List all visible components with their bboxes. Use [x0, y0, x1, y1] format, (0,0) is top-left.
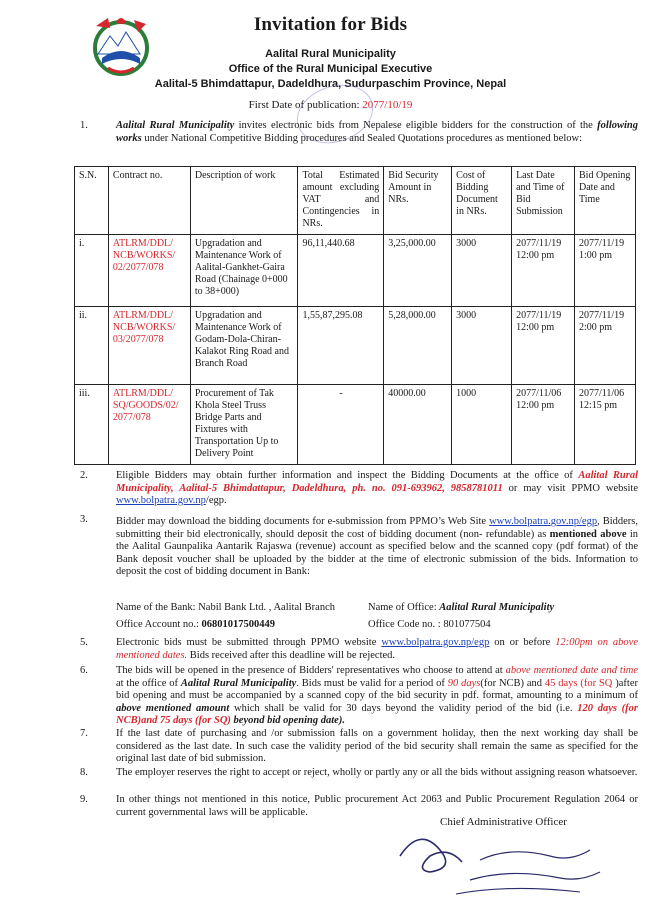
para-6-text-3: . Bids must be valid for a period of: [296, 677, 448, 689]
cell-opening: 2077/11/19 2:00 pm: [575, 307, 636, 385]
para-9: In other things not mentioned in this notice, Public procurement Act 2063 and Public Procurement Regulation 2064 or current governmental laws will be applicable.: [116, 794, 638, 818]
para-6-municipality: Aalital Rural Municipality: [180, 677, 297, 689]
ppmo-egp-link-2[interactable]: www.bolpatra.gov.np/egp: [381, 637, 490, 648]
para-8: The employer reserves the right to accept or reject, wholly or partly any or all the bids without assigning reason whatsoever.: [116, 767, 638, 778]
signature-icon: [360, 806, 630, 901]
cell-security: 40000.00: [384, 385, 452, 465]
para-2-number: 2.: [80, 470, 88, 481]
ppmo-link[interactable]: www.bolpatra.gov.np: [116, 495, 206, 506]
cell-last-date: 2077/11/19 12:00 pm: [512, 235, 575, 307]
signatory-title: Chief Administrative Officer: [440, 816, 567, 828]
para-5-text: Electronic bids must be submitted through PPMO website: [116, 637, 382, 648]
cell-security: 3,25,000.00: [384, 235, 452, 307]
para-5-number: 5.: [80, 637, 88, 648]
para-3: [116, 516, 638, 579]
para-6-text-5: )after bid opening and must be accompanied by a scanned copy of the bid security in pdf. format, amounting to a minimum of: [116, 677, 638, 701]
para-2: [116, 470, 638, 508]
cell-amount: 96,11,440.68: [298, 235, 384, 307]
para-6-text-4: (for NCB) and: [480, 677, 545, 689]
para-9-number: 9.: [80, 794, 88, 805]
header-cost: Cost of Bidding Document in NRs.: [452, 167, 512, 235]
bids-table: [74, 166, 636, 465]
para-3-emph: mentioned above: [549, 528, 627, 540]
header-contract: Contract no.: [108, 167, 190, 235]
para-6-ncb-days: 90 days: [447, 677, 481, 689]
cell-sn: ii.: [75, 307, 109, 385]
para-2-text: Eligible Bidders may obtain further information and inspect the Bidding Documents at the office of: [116, 470, 579, 481]
header-sn: S.N.: [75, 167, 109, 235]
cell-last-date: 2077/11/06 12:00 pm: [512, 385, 575, 465]
para-6-sq-days: 45 days (for SQ: [544, 677, 613, 689]
header-amount: Total Estimated amount excluding VAT and Contingencies in NRs.: [298, 167, 384, 235]
table-header-row: [75, 167, 636, 235]
cell-cost: 3000: [452, 307, 512, 385]
table-row: [75, 307, 636, 385]
cell-contract: ATLRM/DDL/ NCB/WORKS/ 03/2077/078: [108, 307, 190, 385]
table-row: [75, 385, 636, 465]
office-account-label: Office Account no.:: [116, 619, 202, 630]
table-row: [75, 235, 636, 307]
cell-amount: 1,55,87,295.08: [298, 307, 384, 385]
para-1-lead: Aalital Rural Municipality: [116, 120, 235, 131]
cell-sn: iii.: [75, 385, 109, 465]
office-name-value: Aalital Rural Municipality: [439, 602, 555, 613]
para-8-number: 8.: [80, 767, 88, 778]
cell-description: Upgradation and Maintenance Work of Aalital-Gankhet-Gaira Road (Chainage 0+000 to 38+000): [190, 235, 298, 307]
cell-security: 5,28,000.00: [384, 307, 452, 385]
office-name-line: [368, 602, 554, 615]
header-last-date: Last Date and Time of Bid Submission: [512, 167, 575, 235]
cell-opening: 2077/11/06 12:15 pm: [575, 385, 636, 465]
office-account-number: 06801017500449: [201, 619, 276, 630]
cell-contract: ATLRM/DDL/ NCB/WORKS/ 02/2077/078: [108, 235, 190, 307]
para-6-date-time: above mentioned date and time: [505, 665, 638, 676]
bank-name: Name of the Bank: Nabil Bank Ltd. , Aalital Branch: [116, 602, 335, 613]
para-6-number: 6.: [80, 665, 88, 676]
cell-description: Upgradation and Maintenance Work of Godam-Dola-Chiran-Kalakot Ring Road and Branch Road: [190, 307, 298, 385]
para-1-emph: following works: [116, 120, 638, 144]
cell-amount: -: [298, 385, 384, 465]
publication-label: First Date of publication:: [248, 99, 363, 111]
para-6-text-6: which shall be valid for 30 days beyond the validity period of the bid (i.e.: [229, 702, 578, 714]
para-5-deadline: 12:00pm on above mentioned dates.: [116, 637, 639, 661]
para-5: [116, 637, 638, 662]
para-6-text: The bids will be opened in the presence of Bidders' representatives who choose to attend at: [116, 665, 506, 676]
publication-date: 2077/10/19: [362, 99, 413, 111]
para-1-number: 1.: [80, 120, 88, 131]
office-account-line: [116, 619, 275, 632]
para-1-text: invites electronic bids from Nepalese eligible bidders for the construction of the: [234, 120, 598, 131]
ppmo-egp-link[interactable]: www.bolpatra.gov.np/egp: [489, 516, 598, 527]
para-5-text-mid: on or before: [489, 637, 556, 648]
cell-contract: ATLRM/DDL/ SQ/GOODS/02/ 2077/078: [108, 385, 190, 465]
para-1: [116, 120, 638, 145]
para-6-amount: above mentioned amount: [116, 702, 230, 714]
office-address: Aalital-5 Bhimdattapur, Dadeldhura, Sudurpaschim Province, Nepal: [154, 78, 507, 90]
para-3-text-end: in the Aalital Gaunpalika Aantarik Rajaswa (revenue) account as specified below and the scanned copy (pdf format) of the Bank deposit voucher shall be uploaded by the bidder at the time of electronic submission of the bids. Information to deposit the cost of bidding document in Bank:: [116, 528, 638, 577]
para-3-number: 3.: [80, 514, 88, 525]
cell-description: Procurement of Tak Khola Steel Truss Bridge Parts and Fixtures with Transportation Up to Delivery Point: [190, 385, 298, 465]
para-7-number: 7.: [80, 728, 88, 739]
para-6: [116, 665, 638, 728]
office-code: Office Code no. : 801077504: [368, 619, 491, 630]
cell-last-date: 2077/11/19 12:00 pm: [512, 307, 575, 385]
para-5-text-end: Bids received after this deadline will be rejected.: [187, 649, 396, 661]
para-2-text-mid: or may visit PPMO website: [502, 482, 638, 494]
para-2-office-contact: Aalital Rural Municipality, Aalital-5 Bhimdattapur, Dadeldhura, ph. no. 091-693962, 9858781011: [116, 470, 638, 494]
page-title: Invitation for Bids: [253, 14, 408, 35]
office-name: Office of the Rural Municipal Executive: [228, 63, 433, 75]
header-security: Bid Security Amount in NRs.: [384, 167, 452, 235]
cell-opening: 2077/11/19 1:00 pm: [575, 235, 636, 307]
header-description: Description of work: [190, 167, 298, 235]
para-1-text-end: under National Competitive Bidding procedures and Sealed Quotations procedures as mentioned below:: [141, 132, 582, 144]
cell-cost: 3000: [452, 235, 512, 307]
office-name-label: Name of Office:: [368, 602, 440, 613]
para-6-text-end: beyond bid opening date).: [230, 715, 345, 726]
para-3-text-mid: , Bidders, submitting their bid electronically, should deposit the cost of bidding document (non- refundable) as: [116, 516, 638, 540]
org-name: Aalital Rural Municipality: [265, 48, 396, 60]
cell-sn: i.: [75, 235, 109, 307]
para-7: If the last date of purchasing and /or submission falls on a government holiday, then the next working day shall be considered as the last date. In such case the validity period of the bid security shall remain the same as specified for the original last date of bid submission.: [116, 728, 638, 764]
para-3-text: Bidder may download the bidding documents for e-submission from PPMO’s Web Site: [116, 516, 490, 527]
header-opening: Bid Opening Date and Time: [575, 167, 636, 235]
para-2-text-end: /egp.: [205, 495, 227, 506]
para-6-validity: 120 days (for NCB)and 75 days (for SQ): [116, 702, 639, 726]
cell-cost: 1000: [452, 385, 512, 465]
para-6-text-2: at the office of: [116, 677, 181, 689]
